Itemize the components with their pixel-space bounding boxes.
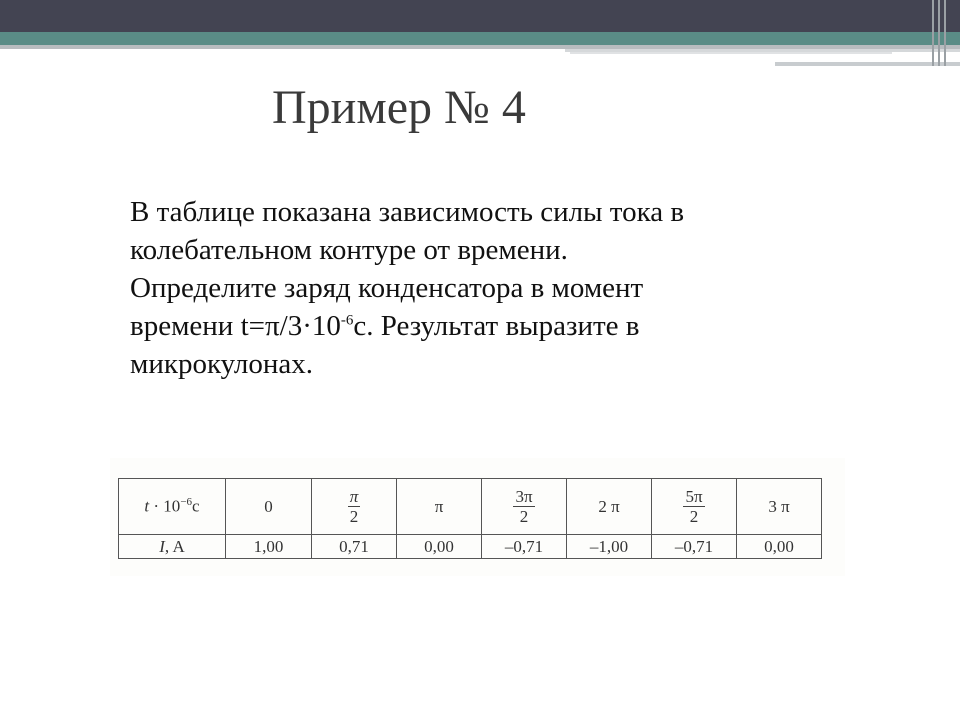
table-row-current [119, 535, 822, 559]
header-line [570, 52, 892, 54]
fraction-numerator: π [349, 487, 359, 506]
current-cell: 0,00 [737, 535, 822, 559]
fraction-numerator: 5π [685, 487, 703, 506]
time-value: 0 [264, 496, 273, 516]
fraction-denominator: 2 [689, 507, 699, 526]
fraction-denominator: 2 [519, 507, 529, 526]
problem-text [130, 193, 850, 383]
slide-title: Пример № 4 [272, 81, 526, 134]
problem-line [130, 307, 850, 345]
current-cell: 0,00 [397, 535, 482, 559]
fraction-numerator: 3π [515, 487, 533, 506]
problem-line: колебательном контуре от времени. [130, 234, 568, 266]
current-symbol: I [159, 536, 165, 556]
time-cell [226, 479, 312, 535]
current-header-cell [119, 535, 226, 559]
current-cell: 1,00 [226, 535, 312, 559]
time-value: 3 π [768, 496, 790, 516]
current-cell: 0,71 [312, 535, 397, 559]
time-value: π [434, 496, 444, 516]
exponent: -6 [340, 312, 354, 329]
time-value: 2 π [598, 496, 620, 516]
current-cell: –0,71 [482, 535, 567, 559]
time-cell [567, 479, 652, 535]
current-unit: , A [164, 536, 185, 556]
current-cell: –0,71 [652, 535, 737, 559]
problem-line: микрокулонах. [130, 348, 313, 380]
time-header-cell [119, 479, 226, 535]
time-symbol: t [144, 496, 150, 516]
header-teal-bar [0, 32, 960, 45]
time-cell [312, 479, 397, 535]
fraction [683, 487, 704, 526]
time-cell [652, 479, 737, 535]
problem-text-part: времени t=π/3·10 [130, 310, 341, 342]
time-exponent: −6 [180, 496, 193, 509]
header-dark-bar [0, 0, 960, 32]
time-cell [482, 479, 567, 535]
header-stripe [938, 0, 940, 66]
time-cell [737, 479, 822, 535]
problem-line: Определите заряд конденсатора в момент [130, 272, 644, 304]
fraction [513, 487, 534, 526]
time-cell [397, 479, 482, 535]
fraction [348, 487, 361, 526]
time-unit: c [192, 496, 200, 516]
current-cell: –1,00 [567, 535, 652, 559]
table-row-time [119, 479, 822, 535]
fraction-denominator: 2 [349, 507, 359, 526]
problem-text-part: с. Результат выразите в [353, 310, 640, 342]
problem-line: В таблице показана зависимость силы тока в [130, 196, 685, 228]
header-stripe [932, 0, 934, 66]
table-image [110, 458, 845, 576]
time-multiplier: · 10 [149, 496, 181, 516]
data-table [118, 478, 822, 559]
header-stripe [944, 0, 946, 66]
